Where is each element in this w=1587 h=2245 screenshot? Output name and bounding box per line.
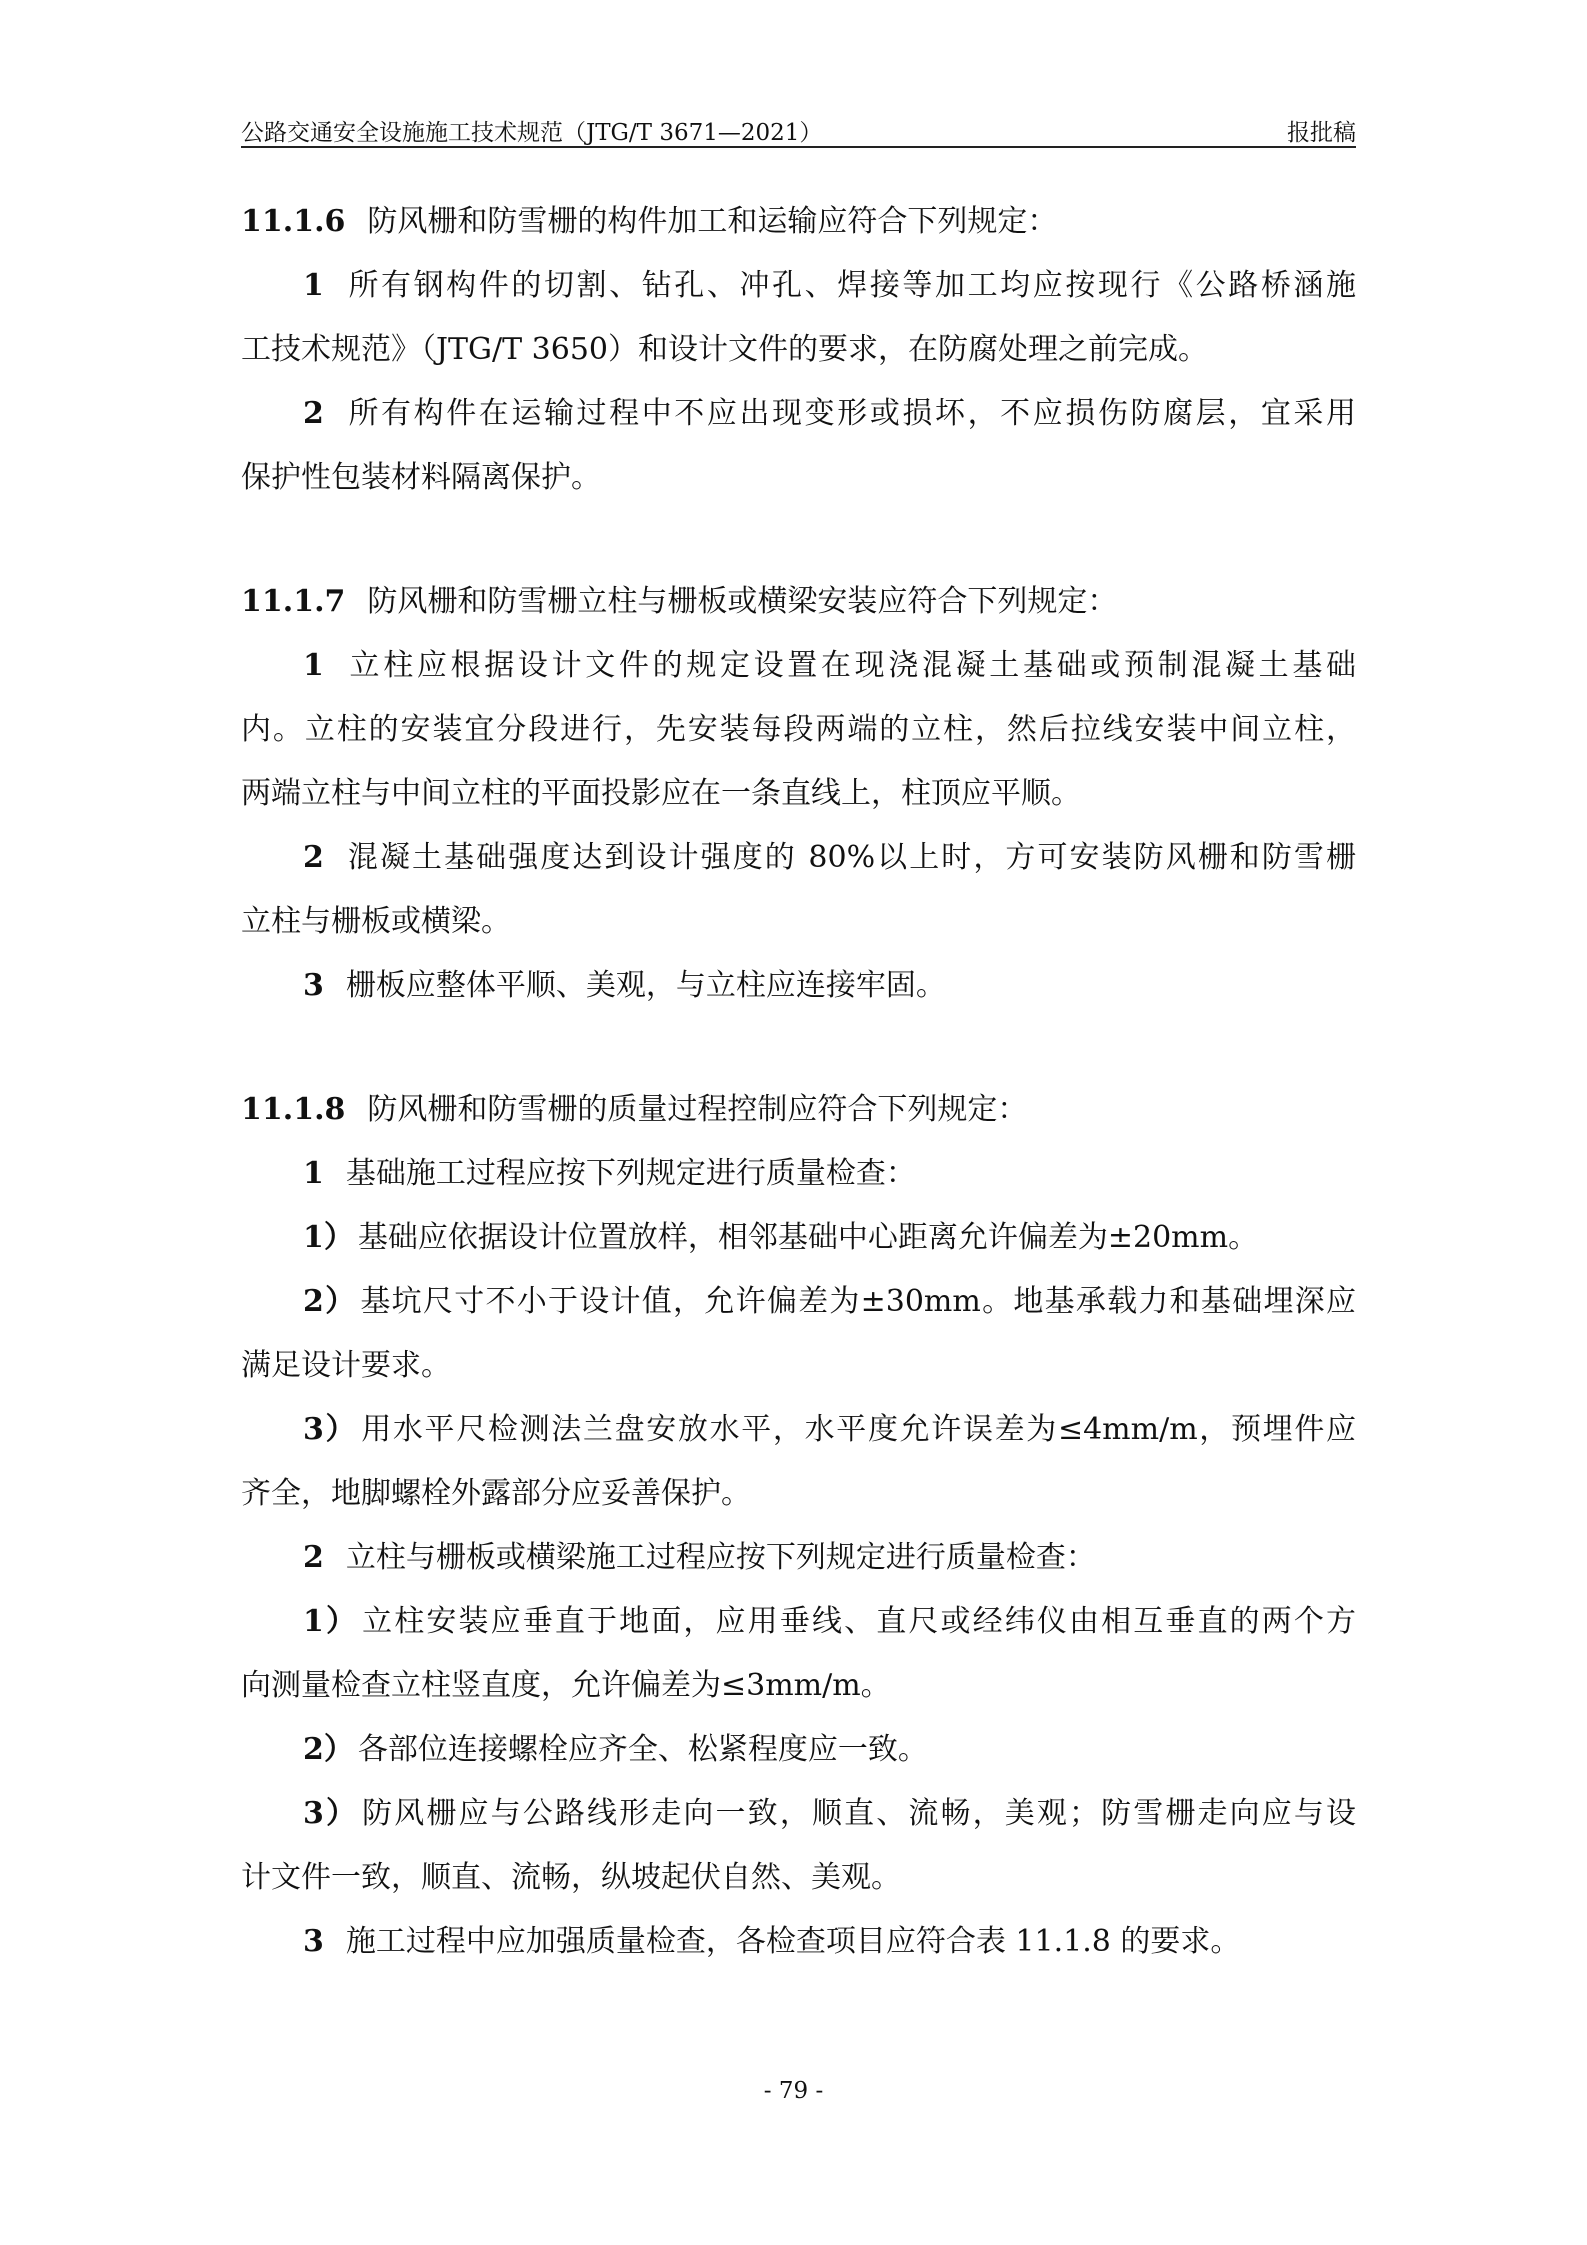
clause-line (241, 1910, 1356, 1974)
section-number: 11.1.7 (241, 584, 346, 619)
subclause-text: 立柱安装应垂直于地面，应用垂线、直尺或经纬仪由相互垂直的两个方 (362, 1604, 1357, 1639)
subclause-continuation: 计文件一致，顺直、流畅，纵坡起伏自然、美观。 (241, 1860, 901, 1895)
subclause-continuation: 向测量检查立柱竖直度，允许偏差为≤3mm/m。 (241, 1668, 891, 1703)
subclause-number: 2） (303, 1732, 354, 1767)
subclause-number: 1） (303, 1604, 359, 1639)
section-title: 防风栅和防雪栅立柱与栅板或横梁安装应符合下列规定： (367, 584, 1118, 619)
clause-continuation: 保护性包装材料隔离保护。 (241, 460, 601, 495)
clause-text: 施工过程中应加强质量检查，各检查项目应符合表 11.1.8 的要求。 (345, 1924, 1241, 1959)
subclause-continuation: 齐全，地脚螺栓外露部分应妥善保护。 (241, 1476, 751, 1511)
clause-line (241, 1142, 1356, 1206)
subclause-line (241, 1270, 1356, 1334)
header-title: 公路交通安全设施施工技术规范（JTG/T 3671—2021） (241, 120, 823, 146)
clause-line (241, 634, 1356, 698)
clause-number: 2 (303, 840, 324, 875)
subclause-text: 基础应依据设计位置放样，相邻基础中心距离允许偏差为±20mm。 (357, 1220, 1259, 1255)
page-number: - 79 - (763, 2078, 824, 2104)
subclause-text: 防风栅应与公路线形走向一致，顺直、流畅，美观；防雪栅走向应与设 (362, 1796, 1357, 1831)
clause-continuation: 立柱与栅板或横梁。 (241, 904, 511, 939)
clause-text: 立柱应根据设计文件的规定设置在现浇混凝土基础或预制混凝土基础 (345, 648, 1356, 683)
clause-text: 立柱与栅板或横梁施工过程应按下列规定进行质量检查： (345, 1540, 1096, 1575)
page-header (241, 112, 1356, 148)
subclause-line (241, 1398, 1356, 1462)
clause-number: 1 (303, 648, 324, 683)
clause-line (241, 826, 1356, 890)
clause-continuation: 内。立柱的安装宜分段进行，先安装每段两端的立柱，然后拉线安装中间立柱， (241, 712, 1356, 747)
clause-number: 2 (303, 396, 324, 431)
section-heading (241, 190, 1356, 254)
subclause-number: 3） (303, 1796, 359, 1831)
subclause-number: 1） (303, 1220, 354, 1255)
section-title: 防风栅和防雪栅的质量过程控制应符合下列规定： (367, 1092, 1028, 1127)
section-number: 11.1.6 (241, 204, 346, 239)
clause-text: 栅板应整体平顺、美观，与立柱应连接牢固。 (345, 968, 946, 1003)
subclause-number: 2） (303, 1284, 357, 1319)
subclause-line (241, 1206, 1356, 1270)
clause-line (241, 382, 1356, 446)
clause-continuation: 两端立柱与中间立柱的平面投影应在一条直线上，柱顶应平顺。 (241, 776, 1081, 811)
clause-number: 1 (303, 268, 324, 303)
clause-text: 基础施工过程应按下列规定进行质量检查： (345, 1156, 916, 1191)
subclause-number: 3） (303, 1412, 358, 1447)
clause-number: 1 (303, 1156, 324, 1191)
clause-number: 3 (303, 968, 324, 1003)
clause-line (241, 1526, 1356, 1590)
clause-line (241, 954, 1356, 1018)
section-heading (241, 1078, 1356, 1142)
subclause-line (241, 1590, 1356, 1654)
subclause-text: 基坑尺寸不小于设计值，允许偏差为±30mm。地基承载力和基础埋深应 (360, 1284, 1356, 1319)
section-number: 11.1.8 (241, 1092, 346, 1127)
subclause-line (241, 1718, 1356, 1782)
clause-text: 混凝土基础强度达到设计强度的 80%以上时，方可安装防风栅和防雪栅 (345, 840, 1356, 875)
clause-text: 所有钢构件的切割、钻孔、冲孔、焊接等加工均应按现行《公路桥涵施 (345, 268, 1356, 303)
subclause-text: 各部位连接螺栓应齐全、松紧程度应一致。 (357, 1732, 928, 1767)
header-status-tag: 报批稿 (1287, 120, 1356, 146)
clause-number: 2 (303, 1540, 324, 1575)
clause-continuation: 工技术规范》（JTG/T 3650）和设计文件的要求，在防腐处理之前完成。 (241, 332, 1209, 367)
clause-number: 3 (303, 1924, 324, 1959)
clause-text: 所有构件在运输过程中不应出现变形或损坏，不应损伤防腐层，宜采用 (345, 396, 1356, 431)
subclause-text: 用水平尺检测法兰盘安放水平，水平度允许误差为≤4mm/m，预埋件应 (361, 1412, 1356, 1447)
subclause-continuation: 满足设计要求。 (241, 1348, 451, 1383)
section-heading (241, 570, 1356, 634)
clause-line (241, 254, 1356, 318)
subclause-line (241, 1782, 1356, 1846)
section-title: 防风栅和防雪栅的构件加工和运输应符合下列规定： (367, 204, 1058, 239)
document-body (241, 190, 1356, 1974)
